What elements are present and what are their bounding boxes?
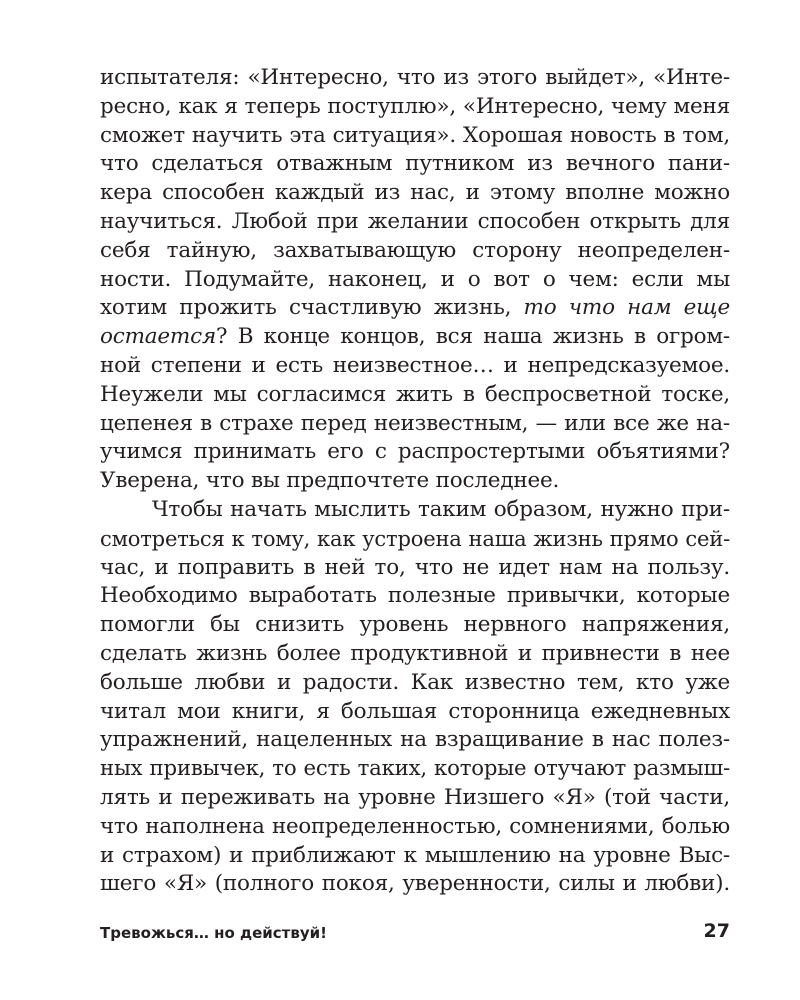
page-number: 27 bbox=[703, 920, 730, 942]
text-line: Чтобы начать мыслить таким образом, нужно при- bbox=[152, 496, 730, 522]
text-line: научиться. Любой при желании способен открыть для bbox=[100, 208, 730, 234]
text-line: кера способен каждый из нас, и этому вполне можно bbox=[100, 180, 730, 206]
text-line: помогли бы снизить уровень нервного напряжения, bbox=[100, 612, 730, 638]
text-line: лять и переживать на уровне Низшего «Я» (той части, bbox=[100, 784, 730, 810]
text-line: цепенея в страхе перед неизвестным, — или все же на- bbox=[100, 410, 730, 436]
text-line: упражнений, нацеленных на взращивание в нас полез- bbox=[100, 727, 730, 753]
text-line: и страхом) и приближают к мышлению на уровне Выс- bbox=[100, 842, 730, 868]
text-line: ности. Подумайте, наконец, и о вот о чем: если мы bbox=[100, 266, 730, 292]
text-line: Уверена, что вы предпочтете последнее. bbox=[100, 468, 560, 494]
text-line: час, и поправить в ней то, что не идет нам на пользу. bbox=[100, 554, 730, 580]
text-line: что наполнена неопределенностью, сомнениями, болью bbox=[100, 813, 730, 839]
text-line: Неужели мы согласимся жить в беспросветной тоске, bbox=[100, 381, 730, 407]
text-line: ных привычек, то есть таких, которые отучают размыш- bbox=[100, 756, 730, 782]
text-line: испытателя: «Интересно, что из этого выйдет», «Инте- bbox=[100, 65, 730, 90]
text-line: ной степени и есть неизвестное… и непредсказуемое. bbox=[100, 352, 730, 378]
text-line: читал мои книги, я большая сторонница ежедневных bbox=[100, 698, 730, 724]
text-line: больше любви и радости. Как известно тем, кто уже bbox=[100, 669, 730, 695]
text-line: учимся принимать его с распростертыми объятиями? bbox=[100, 439, 730, 465]
text-line: ресно, как я теперь поступлю», «Интересно, чему меня bbox=[100, 93, 730, 119]
italic-text: то что нам еще bbox=[523, 295, 731, 321]
text-line: сделать жизнь более продуктивной и привнести в нее bbox=[100, 640, 730, 666]
text-line: что сделаться отважным путником из вечного пани- bbox=[100, 151, 730, 177]
text-line: сможет научить эта ситуация». Хорошая новость в том, bbox=[100, 122, 730, 148]
page-footer bbox=[100, 920, 730, 948]
text-line bbox=[100, 323, 730, 352]
body-text bbox=[100, 64, 730, 899]
text-run: ? В конце концов, вся наша жизнь в огром- bbox=[215, 324, 730, 350]
italic-text: остается bbox=[100, 324, 216, 350]
running-title: Тревожься… но действуй! bbox=[100, 924, 327, 942]
text-line: шего «Я» (полного покоя, уверенности, силы и любви). bbox=[100, 871, 730, 897]
text-line: смотреться к тому, как устроена наша жизнь прямо сей- bbox=[100, 525, 730, 551]
text-run: хотим прожить счастливую жизнь, bbox=[100, 295, 524, 321]
text-line: Необходимо выработать полезные привычки, которые bbox=[100, 583, 730, 609]
text-line bbox=[100, 294, 730, 323]
text-line: себя тайную, захватывающую сторону неопределен- bbox=[100, 237, 730, 263]
